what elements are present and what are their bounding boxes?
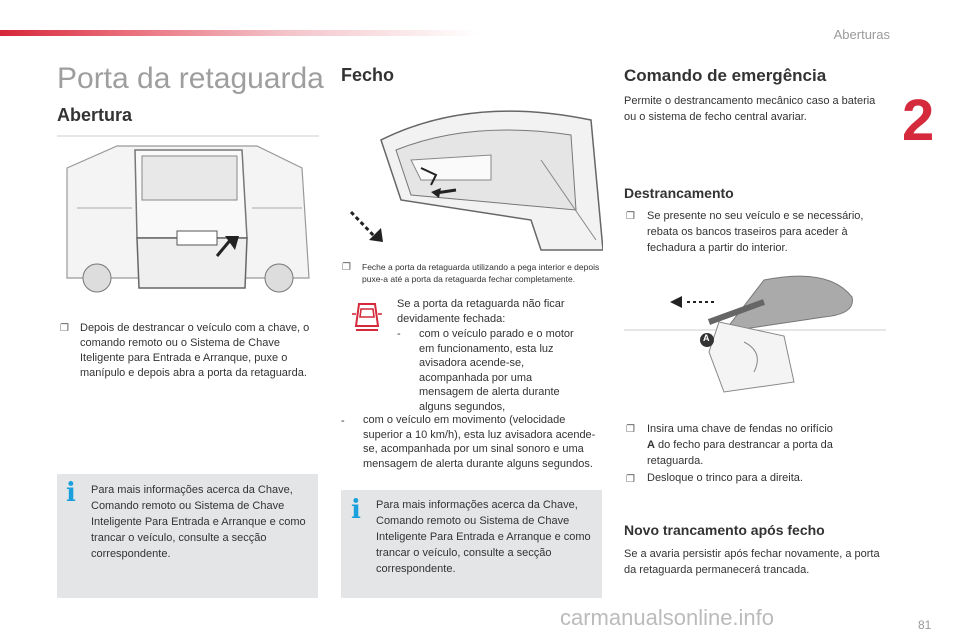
abertura-text: Depois de destrancar o veículo com a chave, o comando remoto ou o Sistema de Chave Iteligente para Entrada e Arranque, puxe o manípulo e depois abra a porta da retaguarda. <box>80 322 310 379</box>
info-icon: i <box>66 478 76 508</box>
fecho-warning-item2: com o veículo em movimento (velocidade superior a 10 km/h), esta luz avisadora acende-se, acompanhada por um sinal sonoro e uma mensagem de alerta durante alguns segundos. <box>363 414 596 470</box>
abertura-info-text: Para mais informações acerca da Chave, Comando remoto ou Sistema de Chave Inteligente Para Entrada e Arranque e como trancar o veículo, consulte a secção correspondente. <box>91 484 306 560</box>
novo-trancamento-text: Se a avaria persistir após fechar novamente, a porta da retaguarda permanecerá trancada. <box>624 548 880 576</box>
checkbox-bullet-icon: ❐ <box>626 211 635 222</box>
fecho-caption: Feche a porta da retaguarda utilizando a pega interior e depois puxe-a até a porta da retaguarda fechar completamente. <box>362 262 600 284</box>
section-title: Aberturas <box>833 27 890 42</box>
marker-a-label: A <box>703 333 710 343</box>
page-title: Porta da retaguarda <box>57 62 324 95</box>
destrancamento-bullet2: Insira uma chave de fendas no orifício A do fecho para destrancar a porta da retaguarda. <box>647 423 833 467</box>
fecho-heading: Fecho <box>341 65 395 85</box>
checkbox-bullet-icon: ❐ <box>626 424 635 435</box>
watermark: carmanualsonline.info <box>560 605 775 630</box>
door-open-warning-icon <box>350 300 384 334</box>
checkbox-bullet-icon: ❐ <box>626 474 635 485</box>
fecho-info-text: Para mais informações acerca da Chave, Comando remoto ou Sistema de Chave Inteligente Para Entrada e Arranque e como trancar o veículo, consulte a secção correspondente. <box>376 499 591 575</box>
page-number: 81 <box>918 618 932 632</box>
fecho-warning-intro: Se a porta da retaguarda não ficar devidamente fechada: <box>397 298 565 325</box>
destrancamento-bullet1: Se presente no seu veículo e se necessário, rebata os bancos traseiros para aceder à fechadura a partir do interior. <box>647 210 864 254</box>
dash-marker: - <box>397 328 401 340</box>
emergencia-intro: Permite o destrancamento mecânico caso a bateria ou o sistema de fecho central avariar. <box>624 95 876 123</box>
checkbox-bullet-icon: ❐ <box>342 262 351 273</box>
van-rear-illustration <box>57 128 319 300</box>
checkbox-bullet-icon: ❐ <box>60 323 69 334</box>
info-icon: i <box>351 495 361 525</box>
novo-trancamento-heading: Novo trancamento após fecho <box>624 522 825 538</box>
destrancamento-heading: Destrancamento <box>624 185 734 201</box>
fecho-warning-item1: com o veículo parado e o motor em funcionamento, esta luz avisadora acende-se, acompanhada por uma mensagem de alerta durante alguns segundos, <box>419 328 574 413</box>
tailgate-closing-illustration <box>341 100 603 255</box>
emergency-lock-illustration <box>624 272 886 402</box>
abertura-heading: Abertura <box>57 105 133 125</box>
emergencia-heading: Comando de emergência <box>624 66 827 85</box>
chapter-number: 2 <box>902 88 935 153</box>
dash-marker: - <box>341 415 345 427</box>
destrancamento-bullet3: Desloque o trinco para a direita. <box>647 472 803 484</box>
header-accent-bar <box>0 30 480 36</box>
